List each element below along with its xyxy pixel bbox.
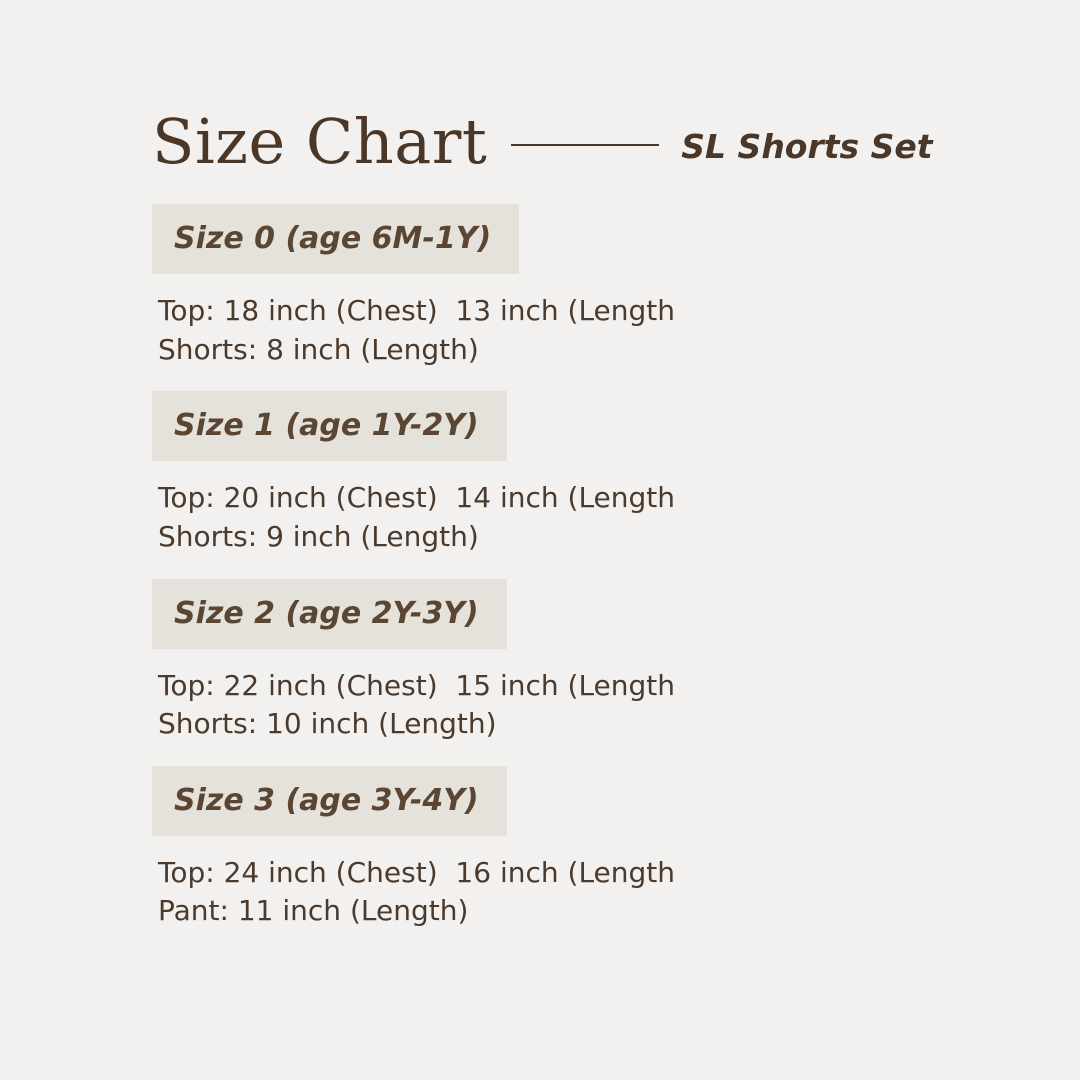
- measurement-line: Shorts: 8 inch (Length): [158, 332, 479, 366]
- measurement-line: Top: 24 inch (Chest) 16 inch (Length: [158, 855, 676, 889]
- page-title: Size Chart: [152, 105, 488, 178]
- size-block: [152, 391, 1012, 556]
- measurement-line: Top: 20 inch (Chest) 14 inch (Length: [158, 481, 676, 515]
- measurement-line: Shorts: 10 inch (Length): [158, 707, 497, 741]
- size-label: Size 2 (age 2Y-3Y): [152, 579, 507, 649]
- size-block: [152, 579, 1012, 744]
- size-block: [152, 204, 1012, 369]
- size-measurements: [152, 667, 1012, 744]
- size-label: Size 1 (age 1Y-2Y): [152, 391, 507, 461]
- product-name: SL Shorts Set: [681, 126, 933, 166]
- size-measurements: [152, 854, 1012, 931]
- measurement-line: Top: 18 inch (Chest) 13 inch (Length: [158, 294, 676, 327]
- size-label: Size 3 (age 3Y-4Y): [152, 766, 507, 836]
- page-header: [152, 96, 972, 188]
- size-list: [152, 204, 1012, 953]
- divider-line: [511, 144, 659, 146]
- size-measurements: [152, 479, 1012, 556]
- measurement-line: Shorts: 9 inch (Length): [158, 519, 479, 553]
- size-label: Size 0 (age 6M-1Y): [152, 204, 519, 274]
- measurement-line: Top: 22 inch (Chest) 15 inch (Length: [158, 668, 676, 702]
- measurement-line: Pant: 11 inch (Length): [158, 894, 469, 928]
- size-block: [152, 766, 1012, 931]
- size-measurements: [152, 292, 1012, 369]
